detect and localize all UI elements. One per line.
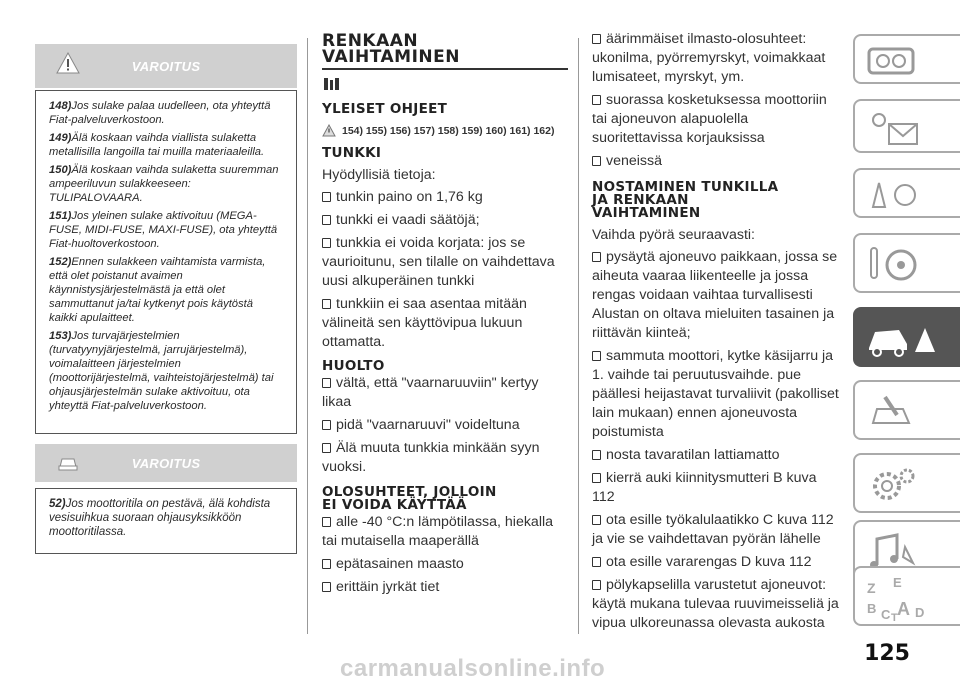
warning-item: 150)Älä koskaan vaihda sulaketta suuremman ampeeriluvun sulakkeeseen: TULIPALOVAARA. bbox=[49, 164, 279, 204]
warning-lights-icon bbox=[863, 106, 923, 150]
checkbox-bullet-icon bbox=[592, 557, 601, 567]
list-item: vältä, että "vaarnaruuviin" kertyy likaa bbox=[322, 375, 539, 410]
checkbox-bullet-icon bbox=[322, 582, 331, 592]
warning-item: 149)Älä koskaan vaihda viallista sulaketta metallisilla langoilla tai muilla materiaaleilla. bbox=[49, 132, 265, 158]
olosuhteet-heading-2: EI VOIDA KÄYTTÄÄ bbox=[322, 497, 467, 513]
list-item: pidä "vaarnaruuvi" voideltuna bbox=[322, 416, 570, 435]
page-title-line-2: VAIHTAMINEN bbox=[322, 47, 460, 67]
list-item: nosta tavaratilan lattiamatto bbox=[592, 446, 842, 465]
checkbox-bullet-icon bbox=[322, 192, 331, 202]
warning-box-1 bbox=[35, 90, 297, 434]
section-intro: Vaihda pyörä seuraavasti: bbox=[592, 227, 755, 243]
tab-driving[interactable] bbox=[853, 233, 960, 293]
list-item: ota esille työkalulaatikko C kuva 112 ja vie se vaihdettavan pyörän lähelle bbox=[592, 512, 834, 547]
tab-emergency[interactable] bbox=[853, 307, 960, 367]
tire-icon bbox=[322, 76, 570, 97]
warning-item: 148)Jos sulake palaa uudelleen, ota yhteyttä Fiat-palveluverkostoon. bbox=[49, 100, 271, 126]
checkbox-bullet-icon bbox=[592, 450, 601, 460]
car-breakdown-icon bbox=[863, 314, 943, 364]
list-item: sammuta moottori, kytke käsijarru ja 1. vaihde tai peruutusvaihde. pue päällesi heijastavat turvaliivit (pakolliset lain mukaan) ennen ajoneuvosta poistumista bbox=[592, 348, 839, 440]
main-column bbox=[322, 33, 570, 597]
checkbox-bullet-icon bbox=[322, 238, 331, 248]
tab-index[interactable] bbox=[853, 566, 960, 626]
checkbox-bullet-icon bbox=[322, 559, 331, 569]
seat-airbag-icon bbox=[863, 175, 923, 215]
checkbox-bullet-icon bbox=[322, 378, 331, 388]
right-column bbox=[592, 30, 842, 633]
huolto-heading: HUOLTO bbox=[322, 358, 385, 374]
checkbox-bullet-icon bbox=[322, 215, 331, 225]
warning-item: 152)Ennen sulakkeen vaihtamista varmista, että olet poistanut avaimen käynnistysjärjestelmästä ja että olet sammuttanut ja/tai kytkenyt pois käytöstä kaikki apulaitteet. bbox=[49, 256, 266, 324]
checkbox-bullet-icon bbox=[322, 443, 331, 453]
checkbox-bullet-icon bbox=[592, 515, 601, 525]
section-heading-1: NOSTAMINEN TUNKILLA bbox=[592, 179, 779, 195]
tab-maintenance[interactable] bbox=[853, 380, 960, 440]
list-item: tunkin paino on 1,76 kg bbox=[322, 188, 570, 207]
checkbox-bullet-icon bbox=[592, 473, 601, 483]
car-dashboard-icon bbox=[863, 41, 923, 81]
list-item: tunkkiin ei saa asentaa mitään välineitä sen käyttövipua lukuun ottamatta. bbox=[322, 296, 527, 350]
svg-text:T: T bbox=[891, 612, 898, 623]
title-rule bbox=[322, 68, 568, 70]
warning-title-1: VAROITUS bbox=[131, 59, 201, 74]
checkbox-bullet-icon bbox=[592, 351, 601, 361]
warning-header-2 bbox=[35, 444, 297, 482]
tunkki-heading: TUNKKI bbox=[322, 145, 382, 161]
svg-text:E: E bbox=[893, 575, 902, 590]
checkbox-bullet-icon bbox=[592, 156, 601, 166]
index-letters-icon bbox=[863, 573, 933, 623]
warning-title-2: VAROITUS bbox=[131, 456, 201, 471]
gear-icon bbox=[863, 460, 923, 510]
warning-item: 151)Jos yleinen sulake aktivoituu (MEGA-FUSE, MIDI-FUSE, MAXI-FUSE), ota yhteyttä Fiat-huoltoverkostoon. bbox=[49, 210, 278, 250]
list-item: äärimmäiset ilmasto-olosuhteet: ukonilma, pyörremyrskyt, voimakkaat lumisateet, myrskyt, ym. bbox=[592, 31, 826, 85]
svg-text:D: D bbox=[915, 605, 925, 620]
tab-safety[interactable] bbox=[853, 168, 960, 218]
checkbox-bullet-icon bbox=[592, 95, 601, 105]
warning-refs: 154) 155) 156) 157) 158) 159) 160) 161) 162) bbox=[342, 124, 555, 137]
watermark: carmanualsonline.info bbox=[340, 655, 606, 682]
checkbox-bullet-icon bbox=[322, 299, 331, 309]
list-item: tunkkia ei voida korjata: jos se vaurioitunu, sen tilalle on vaihdettava uusi alkuperäinen tunkki bbox=[322, 235, 555, 289]
general-heading: YLEISET OHJEET bbox=[322, 101, 448, 117]
list-item: pysäytä ajoneuvo paikkaan, jossa se aiheuta vaaraa liikenteelle ja jossa rengas voidaan vaihtaa turvallisesti Alustan on oltava mieluiten tasainen ja riittävän kiinteä; bbox=[592, 249, 838, 341]
olosuhteet-heading-1: OLOSUHTEET, JOLLOIN bbox=[322, 484, 497, 500]
checkbox-bullet-icon bbox=[592, 580, 601, 590]
list-item: alle -40 °C:n lämpötilassa, hiekalla tai mutaisella maaperällä bbox=[322, 514, 554, 549]
warning-small-icon bbox=[322, 124, 336, 137]
checkbox-bullet-icon bbox=[592, 252, 601, 262]
column-divider bbox=[307, 38, 308, 634]
page-number: 125 bbox=[864, 641, 910, 666]
list-item: veneissä bbox=[592, 152, 842, 171]
svg-text:C: C bbox=[881, 607, 891, 622]
list-item: pölykapselilla varustetut ajoneuvot: käytä mukana tulevaa ruuvimeisseliä ja vipua ulkoreunassa olevasta aukosta bbox=[592, 577, 839, 631]
checkbox-bullet-icon bbox=[322, 517, 331, 527]
warning-item: 153)Jos turvajärjestelmien (turvatyynyjärjestelmä, jarrujärjestelmä), voimalaitteen järjestelmien (moottorijärjestelmä, vaihteistojärjestelmä) tai ohjausjärjestelmän sulake aktivoituu, ota yhteyttä Fiat-palveluverkostoon. bbox=[49, 330, 274, 412]
wrench-car-icon bbox=[863, 387, 923, 437]
list-item: kierrä auki kiinnitysmutteri B kuva 112 bbox=[592, 470, 817, 505]
tab-dashboard[interactable] bbox=[853, 34, 960, 84]
warning-box-2 bbox=[35, 488, 297, 554]
column-divider bbox=[578, 38, 579, 634]
checkbox-bullet-icon bbox=[322, 420, 331, 430]
tab-technical[interactable] bbox=[853, 453, 960, 513]
list-item: suorassa kosketuksessa moottoriin tai ajoneuvon alapuolella suoritettavissa korjauksissa bbox=[592, 92, 827, 146]
tab-warning-lights[interactable] bbox=[853, 99, 960, 153]
section-heading-2: JA RENKAAN bbox=[592, 192, 689, 208]
list-item: ota esille vararengas D kuva 112 bbox=[592, 553, 842, 572]
list-item: epätasainen maasto bbox=[322, 555, 570, 574]
list-item: erittäin jyrkät tiet bbox=[322, 578, 570, 597]
svg-text:Z: Z bbox=[867, 580, 876, 596]
section-heading-3: VAIHTAMINEN bbox=[592, 205, 701, 221]
warning-header-1 bbox=[35, 44, 297, 88]
page-title-line-1: RENKAAN bbox=[322, 31, 419, 51]
svg-text:A: A bbox=[897, 599, 910, 619]
steering-icon bbox=[863, 240, 923, 290]
list-item: Älä muuta tunkkia minkään syyn vuoksi. bbox=[322, 440, 540, 475]
warning-item: 52)Jos moottoritila on pestävä, älä kohdista vesisuihkua suoraan ohjausyksikköön moottoritilassa. bbox=[49, 498, 271, 538]
list-item: tunkki ei vaadi säätöjä; bbox=[322, 211, 570, 230]
svg-text:B: B bbox=[867, 601, 877, 616]
tunkki-intro: Hyödyllisiä tietoja: bbox=[322, 167, 436, 183]
checkbox-bullet-icon bbox=[592, 34, 601, 44]
refs-line bbox=[322, 124, 570, 137]
